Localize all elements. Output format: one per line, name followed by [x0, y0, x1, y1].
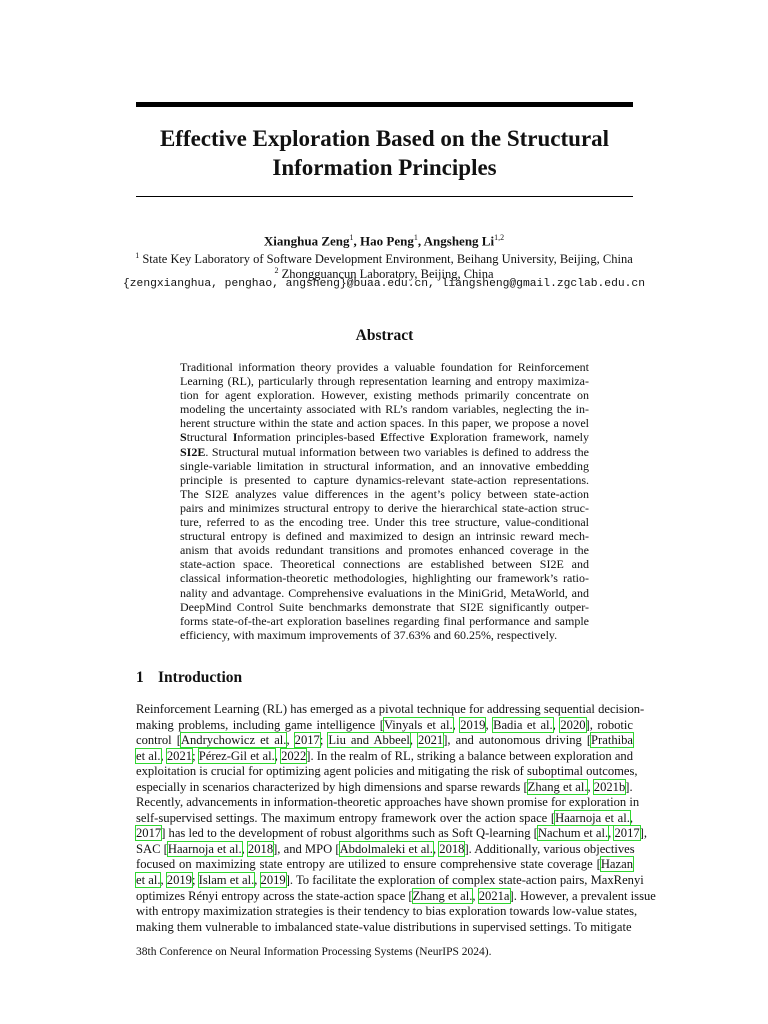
abstract-text-run: . Structural mutual information between two variables is defined to address the [205, 444, 589, 459]
abstract-line: Learning (RL), particularly through representation learning and entropy maximiza- [180, 374, 589, 389]
author-emails: {zengxianghua, penghao, angsheng}@buaa.edu.cn, liangsheng@gmail.zgclab.edu.cn [122, 278, 645, 290]
abstract-text-run: E [380, 430, 389, 445]
abstract-line: DeepMind Control Suite benchmarks demonstrate that SI2E significantly outper- [180, 599, 589, 614]
abstract-text-run: E [429, 430, 438, 445]
paragraph-line: et al., 2021; Pérez-Gil et al., 2022]. In the realm of RL, striking a balance between exploration and [136, 748, 633, 763]
paragraph-line: especially in scenarios characterized by high dimensions and sparse rewards [Zhang et al., 2021b]. [136, 779, 633, 794]
abstract-line [180, 430, 589, 444]
abstract-line: forms state-of-the-art exploration baselines regarding final performance and sample [180, 613, 589, 628]
citation-link-abdol-a[interactable]: Abdolmaleki et al. [339, 841, 433, 856]
citation-link-zhang-a[interactable]: Zhang et al. [527, 779, 588, 794]
abstract-text-run: I [232, 430, 238, 445]
citation-link-vinyals-b[interactable]: 2019 [460, 717, 486, 732]
author-name: Angsheng Li [423, 233, 495, 249]
abstract-line: state-action space. Theoretical connections are established between SI2E and [180, 557, 589, 572]
author-affil-mark: 1,2 [494, 233, 505, 242]
citation-link-hazan-c[interactable]: 2019 [166, 872, 192, 887]
author-affil-mark: 1 [349, 233, 354, 242]
citation-link-andry-b[interactable]: 2017 [294, 733, 320, 748]
citation-link-hazan-b[interactable]: et al. [136, 872, 161, 887]
citation-link-prathiba-c[interactable]: 2021 [166, 748, 193, 763]
affiliation-mark: 1 [135, 251, 140, 260]
conference-footer: 38th Conference on Neural Information Processing Systems (NeurIPS 2024). [136, 946, 492, 958]
citation-link-liu-a[interactable]: Liu and Abbeel [328, 733, 410, 748]
citation-link-nachum-a[interactable]: Nachum et al. [537, 826, 609, 841]
abstract-body [180, 360, 589, 642]
abstract-line [180, 445, 589, 459]
abstract-line: anism that avoids redundant transitions and promotes enhanced coverage in the [180, 543, 589, 558]
citation-link-haarnoja-b[interactable]: 2017 [136, 826, 162, 841]
abstract-text-run: ffective [388, 430, 430, 445]
citation-link-zhang2-b[interactable]: 2021a [478, 888, 510, 903]
abstract-heading: Abstract [355, 327, 414, 344]
citation-link-liu-b[interactable]: 2021 [418, 733, 444, 748]
citation-link-hazan-a[interactable]: Hazan [600, 857, 633, 872]
paragraph-line: making them vulnerable to imbalanced state-value distributions in supervised settings. To mitigate [136, 919, 632, 934]
citation-link-haarnoja2-b[interactable]: 2018 [247, 841, 274, 856]
abstract-line: Traditional information theory provides a valuable foundation for Reinforcement [180, 360, 589, 374]
title-line-1: Effective Exploration Based on the Structural [159, 126, 610, 151]
abstract-text-run: SI2E [180, 444, 206, 459]
paragraph-line: et al., 2019; Islam et al., 2019]. To facilitate the exploration of complex state-action pairs, MaxRenyi [136, 872, 644, 887]
paragraph-line: Reinforcement Learning (RL) has emerged as a pivotal technique for addressing sequential decision- [136, 702, 645, 716]
citation-link-prathiba-a[interactable]: Prathiba [591, 733, 634, 748]
citation-link-vinyals-a[interactable]: Vinyals et al. [383, 717, 453, 732]
intro-paragraph-2 [136, 795, 656, 935]
abstract-line: structural entropy is defined and maximized to design an intrinsic reward mech- [180, 529, 589, 544]
author-name: Hao Peng [360, 233, 414, 249]
intro-paragraph-1 [136, 702, 645, 796]
citation-link-zhang-b[interactable]: 2021b [593, 779, 626, 794]
abstract-line: modeling the uncertainty associated with RL’s random variables, neglecting the in- [180, 402, 589, 417]
paragraph-line: self-supervised settings. The maximum entropy framework over the action space [Haarnoja et al., [136, 810, 634, 825]
citation-link-perez-a[interactable]: Pérez-Gil et al. [198, 748, 275, 763]
paragraph-line: control [Andrychowicz et al., 2017; Liu and Abbeel, 2021], and autonomous driving [Prathiba [136, 733, 634, 748]
abstract-line: tion for agent exploration. However, existing methods primarily concentrate on [180, 388, 589, 403]
citation-link-badia-b[interactable]: 2020 [560, 717, 586, 732]
author-list: Xianghua Zeng$^1$, Hao Peng$^1$, Angsheng Li$^{1,2}$ [263, 233, 505, 249]
citation-link-andry-a[interactable]: Andrychowicz et al. [180, 733, 287, 748]
abstract-line: The SI2E analyzes value differences in the agent’s policy between state-action [180, 486, 589, 501]
affiliation-mark: 2 [274, 266, 279, 275]
abstract-text-run: nformation principles-based [237, 430, 381, 445]
citation-link-haarnoja2-a[interactable]: Haarnoja et al. [167, 841, 242, 856]
citation-link-zhang2-a[interactable]: Zhang et al. [412, 888, 473, 903]
paper-title [136, 124, 633, 182]
abstract-line: single-variable limitation in structural information, and an innovative embedding [180, 458, 589, 473]
citation-link-haarnoja-a[interactable]: Haarnoja et al. [555, 810, 630, 825]
paragraph-line: focused on maximizing state entropy are utilized to ensure comprehensive state coverage [Hazan [136, 857, 633, 872]
paragraph-line: SAC [Haarnoja et al., 2018], and MPO [Abdolmaleki et al., 2018]. Additionally, various objectives [136, 841, 635, 856]
abstract-text-run: tructural [186, 430, 233, 445]
section-title: Introduction [158, 669, 243, 686]
paragraph-line: exploitation is crucial for optimizing agent policies and mitigating the risk of suboptimal outcomes, [136, 764, 638, 779]
paragraph-line: optimizes Rényi entropy across the state-action space [Zhang et al., 2021a]. However, a prevalent issue [136, 888, 656, 903]
citation-link-islam-a[interactable]: Islam et al. [198, 872, 255, 887]
section-number: 1 [136, 669, 144, 686]
abstract-line: classical information-theoretic methodologies, highlighting our framework’s ratio- [180, 571, 589, 586]
citation-link-nachum-b[interactable]: 2017 [614, 826, 640, 841]
abstract-text-run: S [180, 430, 187, 445]
citation-link-islam-b[interactable]: 2019 [260, 872, 286, 887]
top-thick-rule [136, 102, 633, 107]
abstract-line: pairs and minimizes structural entropy to derive the hierarchical state-action struc- [180, 500, 589, 515]
title-rule [136, 196, 633, 197]
abstract-line: ture, referred to as the encoding tree. Under this tree structure, value-conditional [180, 515, 589, 530]
title-line-2: Information Principles [272, 155, 497, 180]
abstract-line: herent structure within the state and action spaces. In this paper, we propose a novel [180, 416, 589, 431]
affiliation-text: Zhongguancun Laboratory, Beijing, China [281, 267, 494, 282]
citation-link-prathiba-b[interactable]: et al. [136, 748, 161, 763]
citation-link-abdol-b[interactable]: 2018 [439, 841, 465, 856]
abstract-line: principle is presented to capture dynamics-relevant state-action representations. [180, 472, 589, 487]
abstract-line: efficiency, with maximum improvements of 37.63% and 60.25%, respectively. [180, 627, 558, 642]
paragraph-line: with entropy maximization strategies is their tendency to bias exploration towards low-value states, [136, 904, 638, 919]
citation-link-perez-b[interactable]: 2022 [281, 748, 307, 763]
section-heading-introduction [136, 669, 242, 687]
affiliation-text: State Key Laboratory of Software Development Environment, Beihang University, Beijing, China [142, 252, 633, 267]
paragraph-line: 2017] has led to the development of robust algorithms such as Soft Q-learning [Nachum et al., 2017], [136, 826, 647, 841]
citation-link-badia-a[interactable]: Badia et al. [493, 717, 553, 732]
author-affil-mark: 1 [413, 233, 418, 242]
paragraph-line: Recently, advancements in information-theoretic approaches have shown promise for exploration in [136, 795, 640, 809]
abstract-line: nality and advantage. Comprehensive evaluations in the MiniGrid, MetaWorld, and [180, 585, 589, 600]
abstract-text-run: xploration framework, namely [437, 430, 589, 445]
paragraph-line: making problems, including game intelligence [Vinyals et al., 2019, Badia et al., 2020], robotic [136, 717, 634, 732]
author-name: Xianghua Zeng [263, 233, 350, 249]
